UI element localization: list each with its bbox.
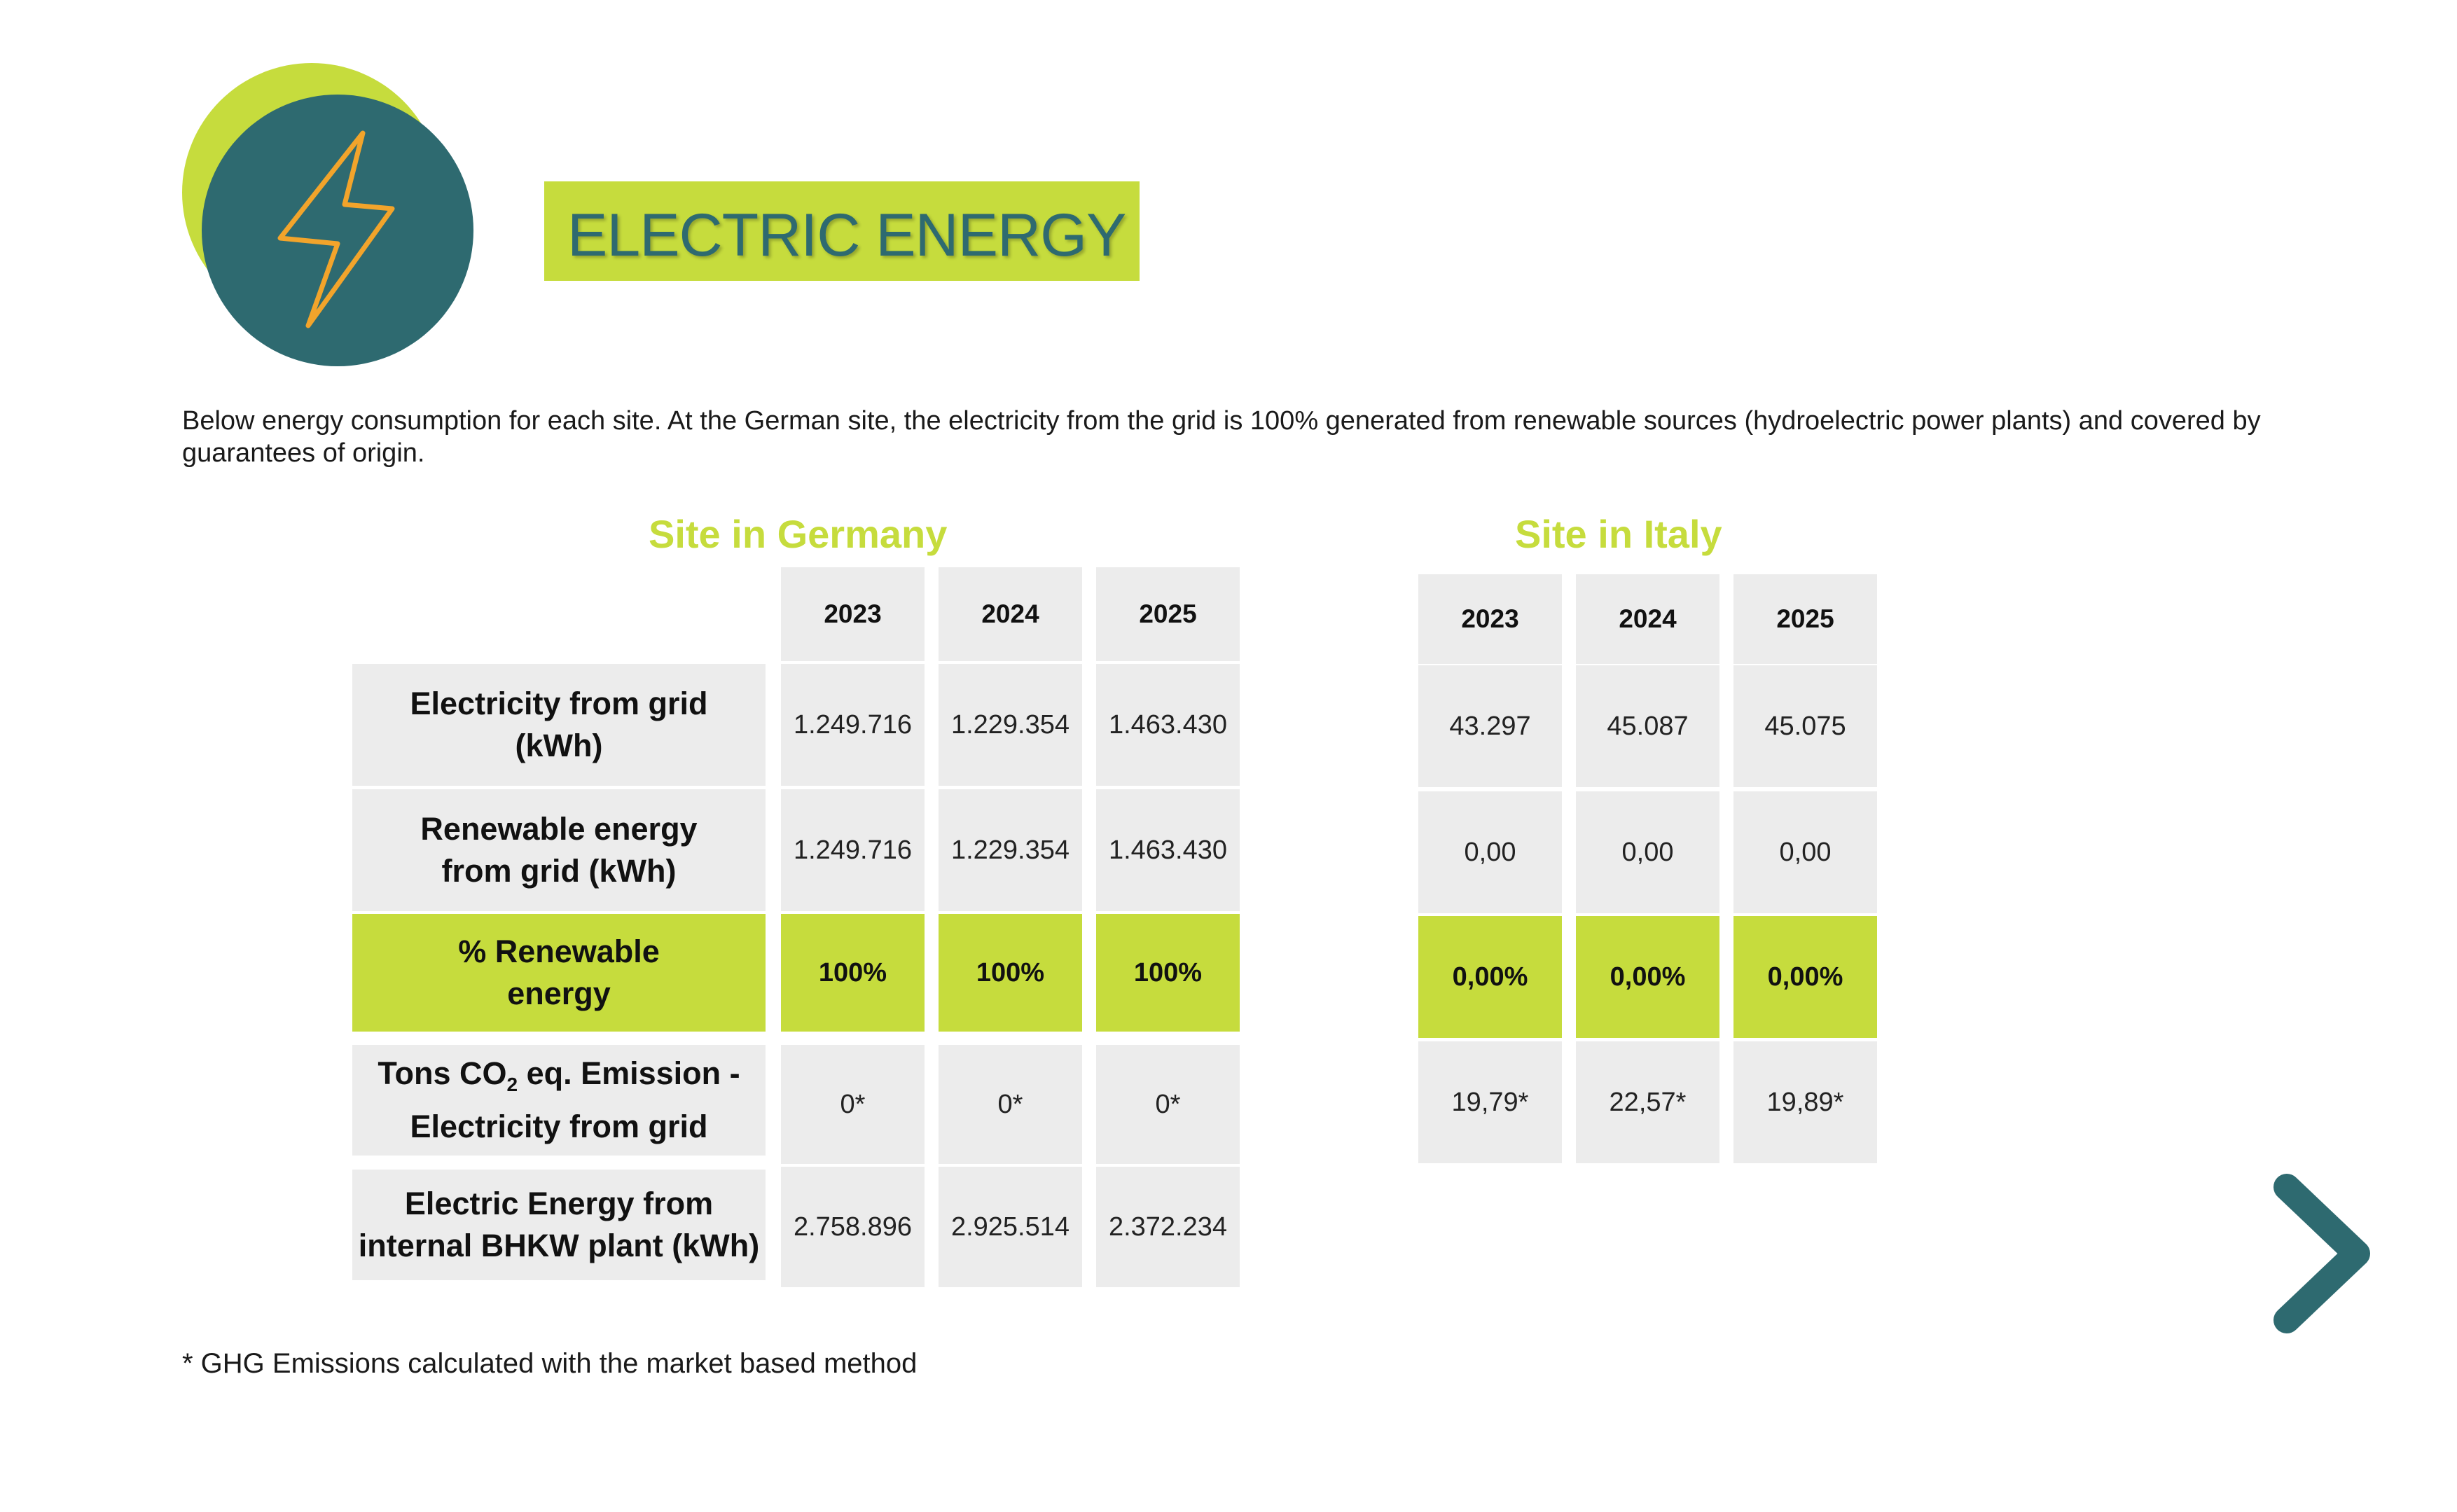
germany-percent-value: 100% — [781, 914, 925, 1032]
italy-grid-value: 43.297 — [1418, 665, 1562, 787]
germany-renewable-value: 1.249.716 — [781, 789, 925, 911]
italy-site-title: Site in Italy — [1515, 512, 1722, 556]
row-label-percent-renewable: % Renewable energy — [352, 914, 766, 1032]
germany-year-header: 2024 — [939, 567, 1082, 661]
germany-co2-value: 0* — [781, 1045, 925, 1164]
germany-bhkw-value: 2.925.514 — [939, 1167, 1082, 1287]
italy-year-header: 2024 — [1576, 574, 1719, 664]
germany-renewable-value: 1.229.354 — [939, 789, 1082, 911]
germany-grid-value: 1.463.430 — [1096, 664, 1240, 786]
footnote: * GHG Emissions calculated with the market based method — [182, 1348, 918, 1379]
italy-renewable-value: 0,00 — [1733, 791, 1877, 913]
germany-grid-value: 1.249.716 — [781, 664, 925, 786]
row-label-bhkw: Electric Energy from internal BHKW plant (kWh) — [352, 1170, 766, 1280]
italy-renewable-value: 0,00 — [1418, 791, 1562, 913]
germany-year-header: 2023 — [781, 567, 925, 661]
germany-renewable-value: 1.463.430 — [1096, 789, 1240, 911]
germany-co2-value: 0* — [1096, 1045, 1240, 1164]
page-title: ELECTRIC ENERGY — [567, 202, 1126, 269]
italy-grid-value: 45.075 — [1733, 665, 1877, 787]
italy-renewable-value: 0,00 — [1576, 791, 1719, 913]
germany-grid-value: 1.229.354 — [939, 664, 1082, 786]
intro-paragraph: Below energy consumption for each site. At the German site, the electricity from the grid is 100% generated from renewable sources (hydroelectric power plants) and covered by guarantees of origin. — [182, 406, 2261, 468]
germany-percent-value: 100% — [1096, 914, 1240, 1032]
italy-year-header: 2025 — [1733, 574, 1877, 664]
row-label-electricity-grid: Electricity from grid (kWh) — [352, 664, 766, 786]
italy-co2-value: 19,89* — [1733, 1041, 1877, 1163]
lightning-bolt-icon — [273, 126, 399, 336]
germany-bhkw-value: 2.758.896 — [781, 1167, 925, 1287]
italy-co2-value: 22,57* — [1576, 1041, 1719, 1163]
italy-percent-value: 0,00% — [1733, 916, 1877, 1038]
title-banner — [544, 181, 1140, 281]
germany-bhkw-value: 2.372.234 — [1096, 1167, 1240, 1287]
italy-percent-value: 0,00% — [1418, 916, 1562, 1038]
germany-percent-value: 100% — [939, 914, 1082, 1032]
chevron-right-icon[interactable] — [2262, 1166, 2374, 1341]
germany-year-header: 2025 — [1096, 567, 1240, 661]
germany-site-title: Site in Germany — [649, 512, 948, 556]
germany-co2-value: 0* — [939, 1045, 1082, 1164]
italy-year-header: 2023 — [1418, 574, 1562, 664]
italy-grid-value: 45.087 — [1576, 665, 1719, 787]
italy-percent-value: 0,00% — [1576, 916, 1719, 1038]
italy-co2-value: 19,79* — [1418, 1041, 1562, 1163]
row-label-co2-emission: Tons $CO_2$ eq. Emission - Electricity from grid — [352, 1045, 766, 1156]
row-label-renewable-grid: Renewable energy from grid (kWh) — [352, 789, 766, 911]
